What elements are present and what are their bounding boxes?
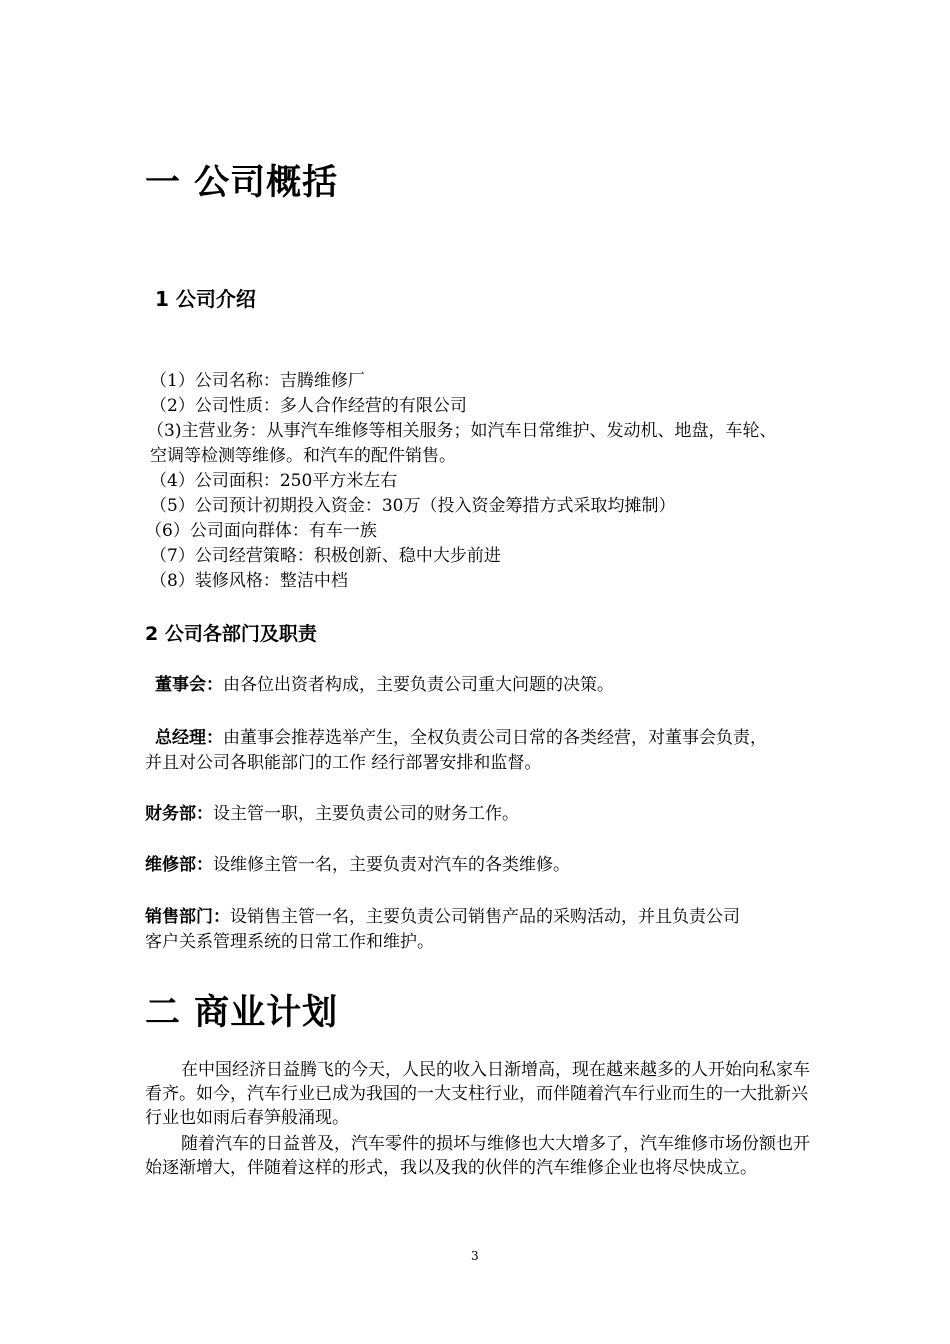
list-item: （4）公司面积：250平方米左右 — [150, 471, 398, 491]
dept-desc: 由董事会推荐选举产生，全权负责公司日常的各类经营，对董事会负责， — [223, 728, 767, 748]
dept-name: 财务部： — [145, 804, 213, 824]
section-1-heading: 一 公司概括 — [145, 163, 339, 203]
list-item: （1）公司名称：吉腾维修厂 — [150, 371, 365, 391]
list-item: （5）公司预计初期投入资金：30万（投入资金筹措方式采取均摊制） — [150, 496, 676, 516]
list-item: （8）装修风格：整洁中档 — [150, 571, 348, 591]
dept-name: 董事会： — [155, 675, 223, 695]
dept-desc: 设主管一职，主要负责公司的财务工作。 — [213, 804, 519, 824]
dept-desc-cont: 客户关系管理系统的日常工作和维护。 — [145, 932, 434, 952]
list-item: 空调等检测等维修。和汽车的配件销售。 — [150, 446, 456, 466]
page-number: 3 — [471, 1249, 479, 1263]
list-item: （2）公司性质：多人合作经营的有限公司 — [150, 396, 467, 416]
list-item: （3)主营业务：从事汽车维修等相关服务；如汽车日常维护、发动机、地盘，车轮、 — [147, 421, 777, 441]
dept-desc: 设销售主管一名，主要负责公司销售产品的采购活动，并且负责公司 — [230, 907, 740, 927]
dept-name: 销售部门： — [145, 907, 230, 927]
dept-board — [155, 673, 614, 697]
dept-sales — [145, 905, 740, 929]
dept-desc: 由各位出资者构成，主要负责公司重大问题的决策。 — [223, 675, 614, 695]
dept-desc: 设维修主管一名，主要负责对汽车的各类维修。 — [213, 855, 570, 875]
dept-finance — [145, 802, 519, 826]
dept-name: 总经理： — [155, 728, 223, 748]
subsection-1-heading: 1 公司介绍 — [155, 287, 256, 311]
body-paragraph: 随着汽车的日益普及，汽车零件的损坏与维修也大大增多了，汽车维修市场份额也开始逐渐增大，伴随着这样的形式，我以及我的伙伴的汽车维修企业也将尽快成立。 — [145, 1134, 810, 1178]
dept-gm — [155, 726, 767, 750]
section-2-heading: 二 商业计划 — [145, 993, 339, 1033]
dept-repair — [145, 853, 570, 877]
dept-name: 维修部： — [145, 855, 213, 875]
list-item: （7）公司经营策略：积极创新、稳中大步前进 — [150, 546, 501, 566]
body-paragraph: 在中国经济日益腾飞的今天，人民的收入日渐增高，现在越来越多的人开始向私家车看齐。如今，汽车行业已成为我国的一大支柱行业，而伴随着汽车行业而生的一大批新兴行业也如雨后春笋般涌现。 — [145, 1060, 810, 1128]
list-item: （6）公司面向群体：有车一族 — [145, 521, 377, 541]
dept-desc-cont: 并且对公司各职能部门的工作 经行部署安排和监督。 — [145, 753, 542, 773]
subsection-2-heading: 2 公司各部门及职责 — [145, 623, 317, 645]
